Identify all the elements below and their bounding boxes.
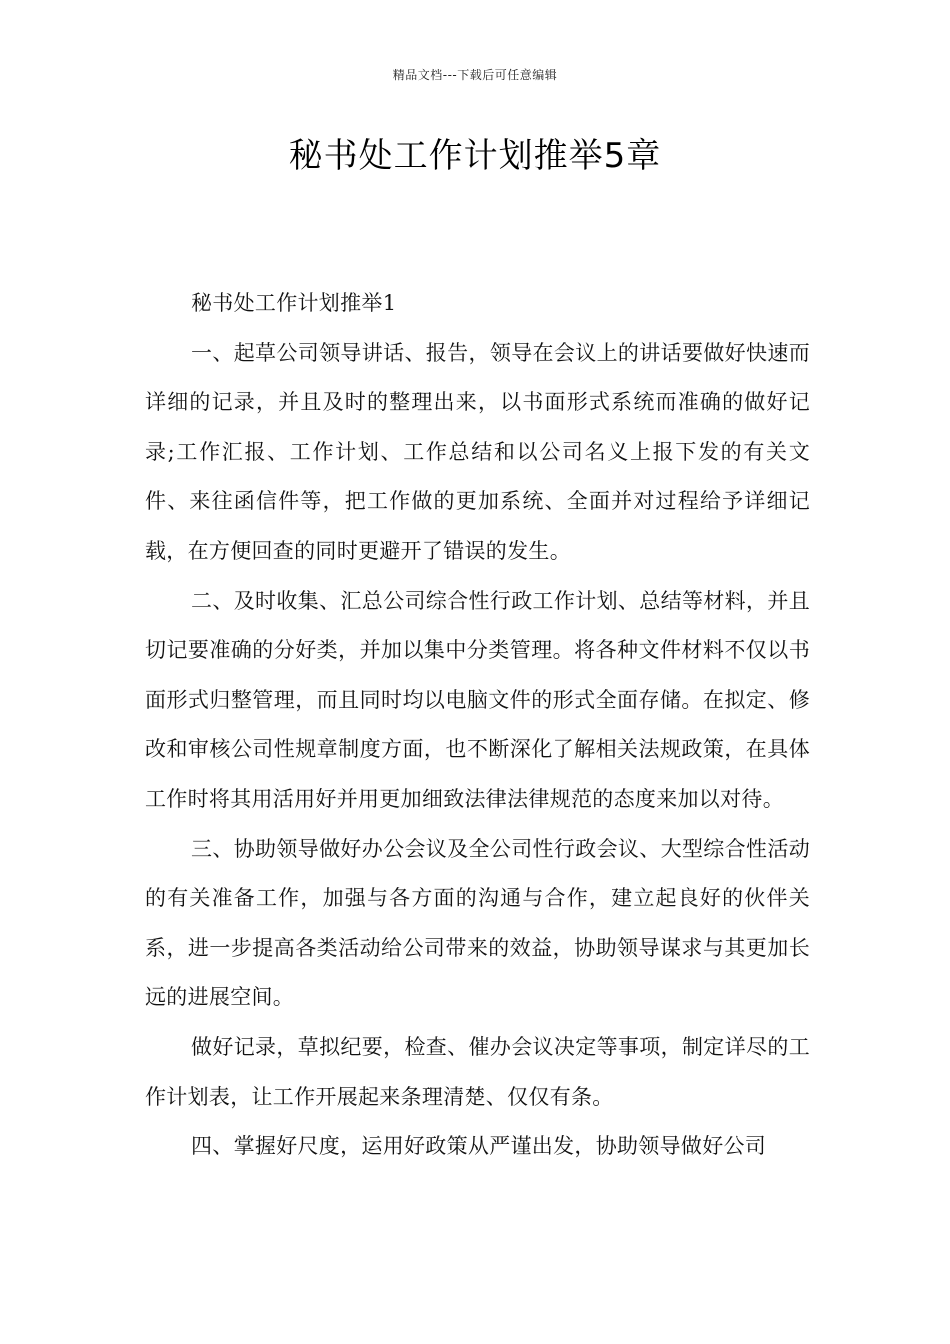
paragraph-item-2: 二、及时收集、汇总公司综合性行政工作计划、总结等材料，并且切记要准确的分好类，并加以集中分类管理。将各种文件材料不仅以书面形式归整管理，而且同时均以电脑文件的形式全面存储。在拟定、修改和审核公司性规章制度方面，也不断深化了解相关法规政策，在具体工作时将其用活用好并用更加细致法律法律规范的态度来加以对待。 <box>145 588 810 811</box>
page-header-watermark: 精品文档---下载后可任意编辑 <box>392 68 558 82</box>
paragraph-section-heading: 秘书处工作计划推举1 <box>191 291 397 315</box>
document-title: 秘书处工作计划推举5章 <box>288 136 662 176</box>
document-body <box>145 279 810 1172</box>
paragraph-item-4: 四、掌握好尺度，运用好政策从严谨出发，协助领导做好公司 <box>191 1134 767 1159</box>
paragraph-item-1: 一、起草公司领导讲话、报告，领导在会议上的讲话要做好快速而详细的记录，并且及时的整理出来，以书面形式系统而准确的做好记录;工作汇报、工作计划、工作总结和以公司名义上报下发的有关文件、来往函信件等，把工作做的更加系统、全面并对过程给予详细记载，在方便回查的同时更避开了错误的发生。 <box>145 340 810 563</box>
paragraph-item-3-continued: 做好记录，草拟纪要，检查、催办会议决定等事项，制定详尽的工作计划表，让工作开展起来条理清楚、仅仅有条。 <box>145 1034 810 1109</box>
paragraph-item-3: 三、协助领导做好办公会议及全公司性行政会议、大型综合性活动的有关准备工作，加强与各方面的沟通与合作，建立起良好的伙伴关系，进一步提高各类活动给公司带来的效益，协助领导谋求与其更加长远的进展空间。 <box>145 836 810 1010</box>
